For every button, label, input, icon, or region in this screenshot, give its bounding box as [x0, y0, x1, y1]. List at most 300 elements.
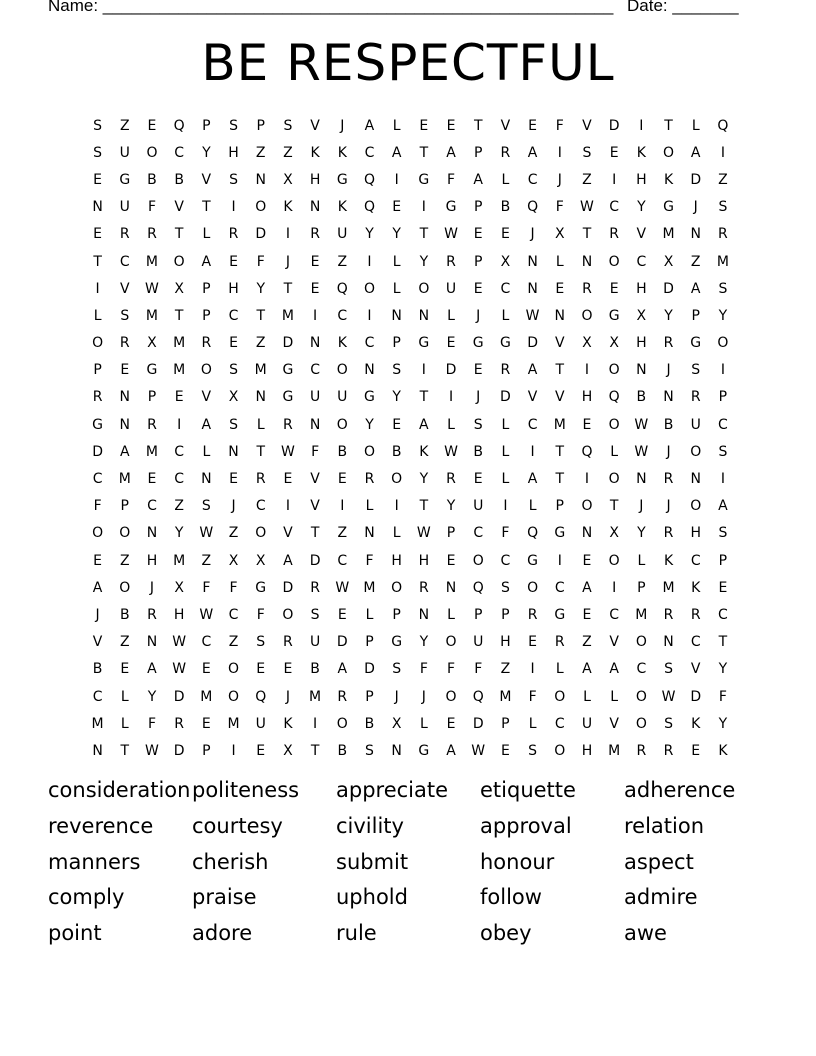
grid-letter: N	[527, 253, 538, 270]
word-list-item: awe	[624, 921, 667, 946]
grid-letter: O	[635, 715, 647, 732]
grid-letter: D	[309, 552, 321, 569]
grid-letter: K	[691, 579, 701, 596]
grid-letter: D	[282, 579, 294, 596]
grid-letter: H	[500, 634, 511, 651]
grid-letter: N	[309, 416, 321, 433]
grid-letter: N	[309, 335, 321, 352]
grid-letter: M	[363, 579, 376, 596]
grid-letter: Q	[255, 688, 267, 705]
grid-letter: L	[501, 443, 510, 460]
grid-letter: A	[419, 416, 429, 433]
grid-letter: U	[690, 416, 701, 433]
grid-letter: N	[228, 443, 239, 460]
grid-letter: T	[555, 362, 565, 379]
grid-letter: V	[310, 117, 320, 134]
grid-letter: O	[608, 362, 620, 379]
grid-letter: R	[636, 742, 647, 759]
grid-letter: G	[499, 335, 511, 352]
grid-letter: H	[636, 280, 647, 297]
grid-row	[84, 411, 737, 438]
grid-letter: Z	[690, 253, 701, 270]
grid-letter: A	[609, 661, 619, 678]
grid-letter: N	[527, 280, 538, 297]
grid-letter: U	[309, 389, 321, 406]
grid-letter: P	[202, 742, 211, 759]
grid-letter: I	[421, 199, 426, 216]
grid-letter: L	[392, 525, 401, 542]
date-field[interactable]: Date: _______	[627, 0, 739, 15]
grid-letter: K	[691, 715, 701, 732]
grid-letter: E	[201, 661, 211, 678]
grid-letter: J	[231, 498, 236, 515]
grid-letter: E	[582, 552, 592, 569]
grid-letter: C	[718, 416, 728, 433]
grid-letter: H	[581, 389, 593, 406]
grid-letter: A	[119, 443, 130, 460]
grid-letter: S	[528, 742, 538, 759]
grid-row	[84, 112, 737, 139]
grid-letter: P	[555, 498, 564, 515]
grid-letter: C	[636, 661, 647, 678]
word-list-item: submit	[336, 849, 409, 874]
grid-letter: G	[418, 335, 430, 352]
grid-letter: A	[527, 362, 538, 379]
grid-letter: O	[92, 335, 104, 352]
name-field[interactable]: Name: ______________________________________________________	[48, 0, 614, 15]
grid-letter: I	[313, 715, 318, 732]
grid-letter: V	[527, 389, 538, 406]
grid-letter: L	[501, 171, 510, 188]
grid-row	[84, 547, 737, 574]
grid-letter: V	[500, 117, 511, 134]
grid-letter: U	[473, 634, 484, 651]
grid-letter: Y	[446, 498, 456, 515]
grid-letter: O	[472, 552, 484, 569]
grid-letter: O	[92, 525, 104, 542]
grid-letter: I	[612, 171, 617, 188]
grid-letter: Z	[255, 335, 266, 352]
grid-letter: S	[392, 362, 402, 379]
grid-letter: R	[418, 579, 429, 596]
grid-letter: F	[555, 199, 564, 216]
grid-letter: W	[634, 416, 649, 433]
grid-letter: M	[635, 606, 648, 623]
grid-letter: O	[527, 579, 539, 596]
grid-letter: D	[173, 742, 185, 759]
word-list-item: approval	[480, 813, 572, 838]
grid-letter: H	[581, 742, 593, 759]
grid-letter: R	[364, 471, 375, 488]
grid-letter: Z	[255, 144, 266, 161]
grid-letter: S	[718, 525, 728, 542]
grid-letter: F	[229, 579, 238, 596]
grid-letter: P	[392, 606, 401, 623]
grid-letter: E	[93, 226, 103, 243]
grid-letter: R	[283, 634, 293, 651]
grid-letter: G	[364, 389, 375, 406]
grid-letter: L	[501, 471, 510, 488]
grid-letter: A	[527, 471, 538, 488]
grid-letter: D	[663, 280, 674, 297]
grid-letter: E	[283, 471, 293, 488]
grid-letter: X	[391, 715, 402, 732]
grid-letter: W	[634, 443, 649, 460]
grid-letter: E	[691, 742, 701, 759]
grid-row	[84, 493, 737, 520]
grid-letter: V	[636, 226, 647, 243]
word-list-item: aspect	[624, 849, 694, 874]
grid-letter: P	[473, 606, 483, 623]
grid-letter: Z	[283, 144, 293, 161]
grid-letter: H	[228, 144, 239, 161]
grid-letter: L	[447, 307, 455, 324]
grid-letter: E	[256, 661, 266, 678]
grid-letter: W	[145, 742, 159, 759]
grid-letter: X	[609, 525, 619, 542]
grid-letter: R	[201, 335, 212, 352]
grid-letter: N	[119, 416, 131, 433]
header-line	[48, 0, 739, 16]
grid-letter: L	[610, 443, 619, 460]
grid-letter: X	[609, 335, 619, 352]
grid-letter: G	[391, 634, 403, 651]
grid-letter: V	[201, 389, 212, 406]
grid-row	[84, 465, 737, 492]
grid-letter: R	[337, 688, 348, 705]
grid-letter: U	[337, 226, 348, 243]
grid-letter: Y	[419, 634, 429, 651]
grid-letter: S	[256, 634, 266, 651]
grid-letter: G	[418, 171, 430, 188]
grid-letter: P	[501, 715, 510, 732]
grid-letter: C	[690, 552, 701, 569]
grid-letter: Q	[472, 579, 484, 596]
grid-row	[84, 710, 737, 737]
grid-letter: P	[446, 525, 456, 542]
grid-letter: R	[663, 471, 674, 488]
grid-letter: H	[690, 525, 701, 542]
grid-letter: L	[392, 253, 401, 270]
grid-letter: L	[202, 443, 211, 460]
grid-letter: E	[473, 226, 483, 243]
grid-letter: K	[337, 335, 347, 352]
grid-letter: T	[555, 471, 565, 488]
grid-letter: Q	[173, 117, 185, 134]
grid-letter: M	[145, 307, 159, 324]
grid-letter: G	[608, 307, 620, 324]
grid-letter: W	[580, 199, 594, 216]
grid-row	[84, 574, 737, 601]
grid-letter: S	[718, 280, 728, 297]
grid-letter: D	[690, 171, 702, 188]
grid-letter: B	[473, 443, 484, 460]
grid-letter: T	[256, 443, 265, 460]
grid-letter: M	[608, 742, 621, 759]
grid-letter: D	[255, 226, 267, 243]
grid-letter: V	[283, 525, 293, 542]
grid-letter: F	[311, 443, 320, 460]
grid-letter: R	[92, 389, 103, 406]
word-list-item: etiquette	[480, 778, 576, 802]
grid-letter: P	[147, 389, 157, 406]
grid-letter: X	[255, 552, 266, 569]
grid-letter: K	[310, 144, 320, 161]
grid-letter: R	[500, 362, 511, 379]
grid-letter: R	[310, 579, 320, 596]
grid-letter: K	[283, 715, 293, 732]
grid-letter: E	[229, 253, 238, 270]
grid-row	[84, 656, 737, 683]
word-list-item: appreciate	[336, 778, 449, 802]
grid-letter: K	[636, 144, 646, 161]
grid-letter: U	[119, 199, 130, 216]
grid-letter: C	[500, 552, 511, 569]
grid-letter: B	[636, 389, 647, 406]
grid-letter: J	[557, 171, 562, 188]
grid-letter: E	[120, 362, 130, 379]
grid-letter: H	[146, 552, 158, 569]
grid-letter: E	[446, 335, 456, 352]
grid-letter: O	[282, 606, 294, 623]
grid-letter: L	[583, 688, 591, 705]
grid-letter: W	[525, 307, 540, 324]
grid-letter: S	[283, 117, 293, 134]
grid-letter: I	[285, 498, 290, 515]
grid-letter: L	[555, 253, 564, 270]
grid-letter: R	[119, 335, 130, 352]
grid-letter: J	[530, 226, 535, 243]
grid-letter: T	[174, 307, 184, 324]
grid-letter: P	[392, 335, 401, 352]
grid-letter: O	[418, 280, 430, 297]
grid-letter: E	[500, 226, 510, 243]
grid-letter: W	[444, 443, 458, 460]
grid-letter: K	[663, 171, 674, 188]
grid-letter: Q	[608, 389, 620, 406]
grid-letter: F	[256, 606, 265, 623]
grid-letter: E	[229, 471, 238, 488]
grid-letter: M	[309, 688, 322, 705]
grid-letter: M	[281, 307, 294, 324]
grid-letter: N	[663, 634, 674, 651]
grid-letter: R	[718, 226, 728, 243]
grid-letter: Y	[637, 199, 646, 216]
grid-letter: X	[147, 335, 157, 352]
grid-letter: S	[392, 661, 402, 678]
grid-letter: L	[447, 416, 455, 433]
word-list-item: civility	[336, 813, 404, 838]
grid-letter: Z	[119, 552, 130, 569]
grid-letter: X	[500, 253, 511, 270]
grid-letter: C	[310, 362, 320, 379]
grid-letter: G	[690, 335, 702, 352]
grid-letter: M	[200, 688, 213, 705]
grid-letter: P	[718, 389, 728, 406]
grid-letter: B	[310, 661, 320, 678]
grid-letter: Z	[119, 634, 130, 651]
grid-letter: N	[690, 226, 701, 243]
grid-letter: A	[446, 742, 456, 759]
grid-letter: I	[584, 362, 590, 379]
grid-letter: Y	[202, 144, 211, 161]
grid-letter: E	[310, 253, 320, 270]
grid-row	[84, 629, 737, 656]
grid-letter: I	[313, 307, 318, 324]
grid-letter: O	[635, 634, 647, 651]
grid-letter: N	[663, 389, 674, 406]
grid-letter: A	[582, 661, 592, 678]
grid-letter: I	[720, 144, 725, 161]
grid-letter: D	[690, 688, 702, 705]
grid-letter: Z	[201, 552, 212, 569]
grid-letter: E	[609, 280, 619, 297]
grid-letter: G	[119, 171, 131, 188]
grid-letter: E	[229, 335, 238, 352]
grid-letter: S	[120, 307, 130, 324]
grid-letter: L	[202, 226, 211, 243]
word-list-item: manners	[48, 849, 141, 874]
grid-letter: Q	[336, 280, 348, 297]
grid-letter: Y	[365, 226, 374, 243]
grid-letter: I	[584, 471, 590, 488]
grid-letter: X	[174, 579, 184, 596]
grid-letter: J	[666, 362, 671, 379]
grid-letter: I	[95, 280, 100, 297]
grid-row	[84, 384, 737, 411]
grid-letter: N	[554, 307, 566, 324]
grid-letter: M	[553, 416, 566, 433]
grid-letter: T	[664, 117, 673, 134]
grid-letter: Y	[419, 253, 429, 270]
word-list-item: admire	[624, 885, 698, 910]
grid-letter: E	[201, 715, 211, 732]
grid-letter: D	[173, 688, 185, 705]
grid-letter: L	[419, 715, 428, 732]
grid-letter: J	[285, 688, 290, 705]
grid-letter: I	[394, 171, 399, 188]
grid-letter: O	[581, 307, 593, 324]
grid-letter: P	[473, 253, 483, 270]
grid-letter: M	[662, 579, 675, 596]
grid-letter: G	[554, 606, 566, 623]
grid-letter: S	[718, 443, 728, 460]
grid-letter: G	[527, 552, 539, 569]
grid-letter: Z	[337, 525, 348, 542]
grid-letter: X	[228, 552, 239, 569]
grid-letter: T	[174, 226, 184, 243]
grid-row	[84, 275, 737, 302]
grid-letter: Q	[527, 525, 539, 542]
grid-letter: J	[476, 389, 481, 406]
grid-letter: Q	[363, 199, 375, 216]
grid-letter: E	[120, 661, 130, 678]
grid-letter: C	[609, 606, 620, 623]
grid-letter: E	[582, 606, 592, 623]
grid-letter: L	[365, 498, 374, 515]
grid-letter: G	[663, 199, 674, 216]
grid-letter: V	[582, 117, 592, 134]
grid-letter: V	[609, 634, 619, 651]
grid-letter: O	[445, 688, 457, 705]
grid-letter: N	[146, 634, 158, 651]
grid-letter: H	[418, 552, 430, 569]
grid-letter: R	[228, 226, 239, 243]
word-list-item: politeness	[192, 778, 300, 802]
grid-letter: E	[337, 606, 347, 623]
grid-letter: G	[418, 742, 430, 759]
grid-letter: M	[145, 443, 159, 460]
grid-letter: E	[147, 117, 157, 134]
grid-letter: N	[201, 471, 212, 488]
grid-letter: J	[476, 307, 481, 324]
grid-letter: R	[174, 715, 185, 732]
grid-letter: C	[255, 498, 266, 515]
grid-letter: Z	[119, 117, 130, 134]
grid-letter: A	[690, 144, 701, 161]
grid-letter: X	[283, 742, 293, 759]
grid-letter: L	[501, 416, 510, 433]
grid-letter: P	[256, 117, 265, 134]
grid-letter: K	[663, 552, 674, 569]
grid-letter: E	[392, 416, 402, 433]
grid-letter: Y	[256, 280, 265, 297]
grid-letter: M	[118, 471, 131, 488]
grid-letter: E	[446, 552, 456, 569]
grid-letter: T	[419, 226, 429, 243]
grid-letter: O	[363, 280, 375, 297]
grid-letter: T	[473, 117, 483, 134]
letter-grid	[84, 112, 737, 765]
grid-letter: E	[718, 579, 728, 596]
grid-letter: Z	[500, 661, 511, 678]
grid-letter: S	[229, 416, 238, 433]
grid-letter: N	[309, 199, 321, 216]
grid-letter: V	[554, 389, 565, 406]
grid-letter: K	[718, 742, 728, 759]
grid-row	[84, 139, 737, 166]
grid-letter: I	[530, 661, 535, 678]
grid-letter: N	[255, 389, 266, 406]
grid-letter: M	[173, 335, 186, 352]
grid-letter: X	[636, 307, 647, 324]
grid-letter: A	[690, 280, 701, 297]
grid-letter: E	[310, 280, 320, 297]
grid-letter: S	[201, 498, 211, 515]
grid-letter: A	[201, 416, 212, 433]
grid-letter: C	[718, 606, 728, 623]
grid-letter: I	[720, 471, 725, 488]
grid-letter: H	[309, 171, 321, 188]
grid-letter: L	[501, 307, 510, 324]
grid-letter: C	[364, 144, 375, 161]
grid-letter: Y	[392, 226, 401, 243]
grid-letter: O	[363, 443, 375, 460]
grid-letter: Y	[718, 661, 728, 678]
grid-letter: S	[664, 715, 673, 732]
grid-letter: F	[447, 171, 456, 188]
grid-letter: W	[471, 742, 486, 759]
grid-letter: W	[444, 226, 458, 243]
grid-letter: I	[231, 199, 236, 216]
grid-letter: E	[283, 661, 293, 678]
grid-letter: N	[581, 253, 593, 270]
grid-letter: F	[555, 117, 564, 134]
grid-letter: I	[367, 253, 372, 270]
word-list-item: comply	[48, 885, 125, 910]
grid-letter: F	[528, 688, 537, 705]
grid-letter: G	[445, 199, 457, 216]
